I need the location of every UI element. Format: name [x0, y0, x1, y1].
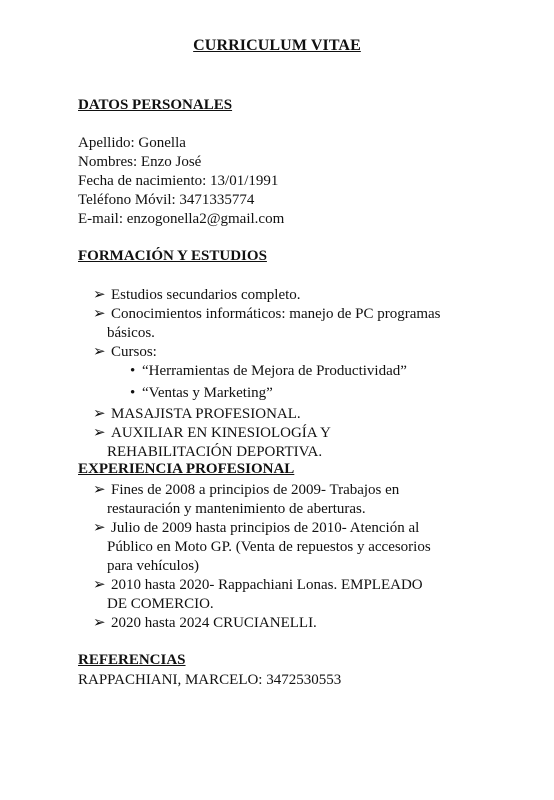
- experience-item: [93, 576, 493, 614]
- round-bullet-icon: •: [130, 385, 136, 401]
- experience-heading: EXPERIENCIA PROFESIONAL: [78, 461, 295, 477]
- experience-item-continuation: DE COMERCIO.: [107, 596, 214, 612]
- experience-item: [93, 481, 493, 519]
- surname-line: Apellido: Gonella: [78, 135, 186, 151]
- education-item: [93, 424, 493, 462]
- experience-item-text: 2010 hasta 2020- Rappachiani Lonas. EMPLEADO: [111, 577, 423, 593]
- arrow-bullet-icon: ➢: [93, 306, 106, 322]
- experience-item-text: 2020 hasta 2024 CRUCIANELLI.: [111, 615, 317, 631]
- names-line: Nombres: Enzo José: [78, 154, 202, 170]
- education-item: [93, 305, 493, 343]
- arrow-bullet-icon: ➢: [93, 425, 106, 441]
- education-item-continuation: básicos.: [107, 325, 155, 341]
- education-item-text: Estudios secundarios completo.: [111, 287, 301, 303]
- arrow-bullet-icon: ➢: [93, 482, 106, 498]
- experience-item-continuation: restauración y mantenimiento de aberturas.: [107, 501, 366, 517]
- education-item-continuation: REHABILITACIÓN DEPORTIVA.: [107, 444, 323, 460]
- course-item: [130, 362, 407, 381]
- experience-item-continuation: para vehículos): [107, 558, 200, 574]
- arrow-bullet-icon: ➢: [93, 287, 106, 303]
- education-heading: FORMACIÓN Y ESTUDIOS: [78, 248, 267, 264]
- education-item-text: Conocimientos informáticos: manejo de PC programas: [111, 306, 441, 322]
- education-item-text: Cursos:: [111, 344, 157, 360]
- phone-line: Teléfono Móvil: 3471335774: [78, 192, 255, 208]
- experience-item-text: Julio de 2009 hasta principios de 2010- Atención al: [111, 520, 420, 536]
- arrow-bullet-icon: ➢: [93, 520, 106, 536]
- experience-item: [93, 519, 493, 576]
- education-item-text: MASAJISTA PROFESIONAL.: [111, 406, 301, 422]
- education-item-text: AUXILIAR EN KINESIOLOGÍA Y: [111, 425, 331, 441]
- experience-item-continuation: Público en Moto GP. (Venta de repuestos y accesorios: [107, 539, 431, 555]
- course-item-text: “Ventas y Marketing”: [142, 385, 273, 401]
- course-item: [130, 384, 273, 403]
- experience-item-text: Fines de 2008 a principios de 2009- Trabajos en: [111, 482, 400, 498]
- round-bullet-icon: •: [130, 363, 136, 379]
- birthdate-line: Fecha de nacimiento: 13/01/1991: [78, 173, 279, 189]
- course-item-text: “Herramientas de Mejora de Productividad”: [142, 363, 407, 379]
- references-heading: REFERENCIAS: [78, 652, 186, 668]
- experience-item: [93, 614, 493, 633]
- arrow-bullet-icon: ➢: [93, 577, 106, 593]
- arrow-bullet-icon: ➢: [93, 615, 106, 631]
- education-item: [93, 343, 493, 362]
- email-line: E-mail: enzogonella2@gmail.com: [78, 211, 285, 227]
- arrow-bullet-icon: ➢: [93, 406, 106, 422]
- education-item: [93, 286, 493, 305]
- document-title: CURRICULUM VITAE: [193, 37, 361, 54]
- reference-line: RAPPACHIANI, MARCELO: 3472530553: [78, 672, 342, 688]
- personal-data-heading: DATOS PERSONALES: [78, 97, 233, 113]
- arrow-bullet-icon: ➢: [93, 344, 106, 360]
- education-item: [93, 405, 493, 424]
